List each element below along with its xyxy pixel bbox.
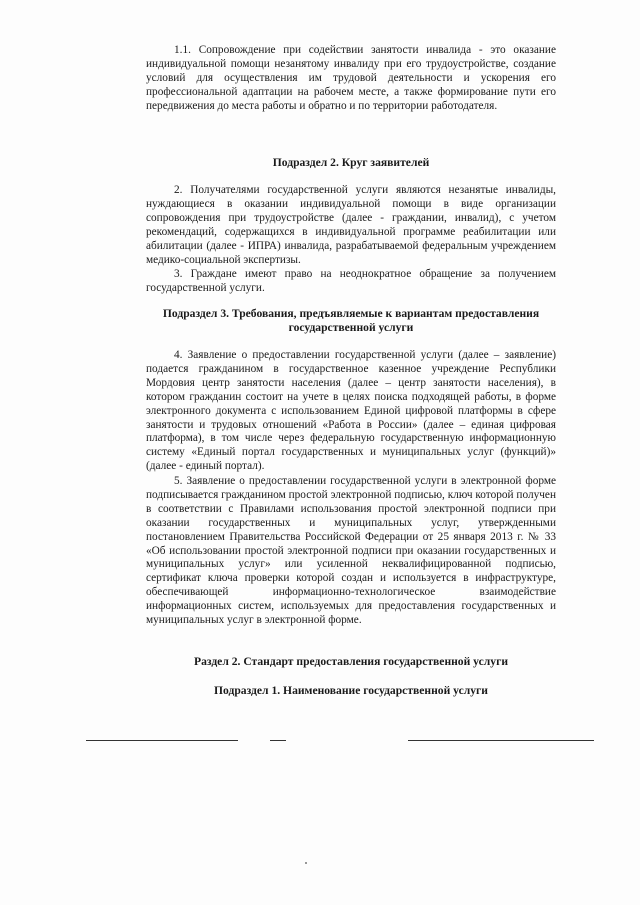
heading-section-2: Раздел 2. Стандарт предоставления государственной услуги: [193, 655, 509, 668]
scan-speck: [305, 862, 307, 864]
paragraph-2: 2. Получателями государственной услуги являются незанятые инвалиды, нуждающиеся в оказании индивидуальной помощи в виде организации сопровождения при трудоустройстве (далее - граждании, инвалид), с учетом рекомендаций, содержащихся в индивидуальной программе реабилитации или абилитации (далее - ИПРА) инвалида, разрабатываемой федеральным учреждением медико-социальной экспертизы.: [146, 184, 556, 266]
heading-subsection-3: Подраздел 3. Требования, предъявляемые к вариантам предоставления государственной услуги: [162, 307, 540, 334]
heading-subsection-1: Подраздел 1. Наименование государственной услуги: [214, 684, 488, 697]
paragraph-1-1: 1.1. Сопровождение при содействии занятости инвалида - это оказание индивидуальной помощи незанятому инвалиду при его трудоустройстве, создание условий для осуществления им трудовой деятельности и ускорения его профессиональной адаптации на рабочем месте, а также формирование пути его передвижения до места работы и обратно и по территории работодателя.: [146, 44, 556, 112]
paragraph-5: 5. Заявление о предоставлении государственной услуги в электронной форме подписывается гражданином простой электронной подписью, ключ которой получен в соответствии с Правилами использования простой электронной подписи при оказании государственных и муниципальных услуг, утвержденными постановлением Правительства Российской Федерации от 25 января 2013 г. № 33 «Об использовании простой электронной подписи при оказании государственных и муниципальных услуг» или усиленной неквалифицированной подписью, сертификат ключа проверки которой создан и используется в инфраструктуре, обеспечивающей информационно-технологическое взаимодействие информационных систем, используемых для предоставления государственных и муниципальных услуг в электронной форме.: [146, 475, 556, 627]
separator-dash: [270, 740, 286, 741]
separator-line-right: [408, 740, 594, 741]
heading-subsection-2: Подраздел 2. Круг заявителей: [272, 156, 430, 169]
separator-line-left: [86, 740, 238, 741]
paragraph-3: 3. Граждане имеют право на неоднократное обращение за получением государственной услуги.: [146, 268, 556, 294]
paragraph-4: 4. Заявление о предоставлении государственной услуги (далее – заявление) подается гражданином в государственное казенное учреждение Республики Мордовия центр занятости населения (далее – центр занятости населения), в котором гражданин состоит на учете в целях поиска подходящей работы, в форме электронного документа с использованием Единой цифровой платформы в сфере занятости и трудовых отношений «Работа в России» (далее – единая цифровая платформа), в том числе через федеральную государственную информационную систему «Единый портал государственных и муниципальных услуг (функций)» (далее - единый портал).: [146, 349, 556, 473]
